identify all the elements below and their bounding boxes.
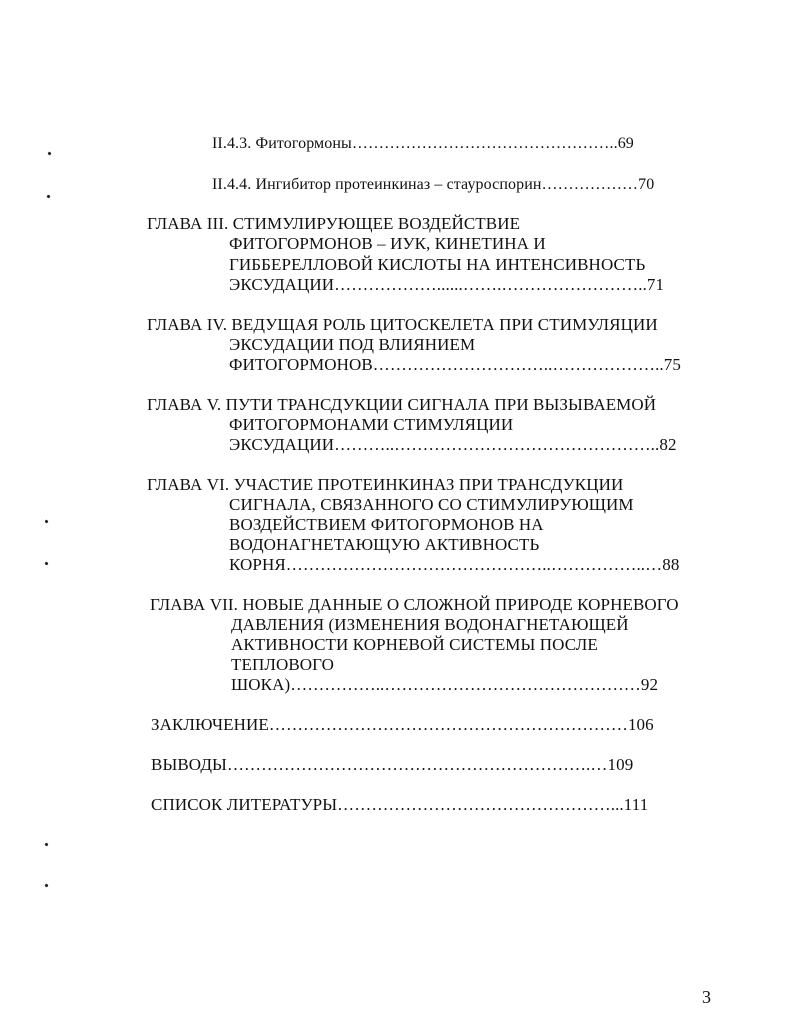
toc-chapter-4-line-2: ЭКСУДАЦИИ ПОД ВЛИЯНИЕМ bbox=[229, 335, 476, 354]
toc-chapter-5-line-1: ГЛАВА V. ПУТИ ТРАНСДУКЦИИ СИГНАЛА ПРИ ВЫЗЫВАЕМОЙ bbox=[147, 395, 657, 414]
toc-references: СПИСОК ЛИТЕРАТУРЫ…………………………………………...111 bbox=[151, 795, 649, 814]
toc-chapter-7-line-2: ДАВЛЕНИЯ (ИЗМЕНЕНИЯ ВОДОНАГНЕТАЮЩЕЙ bbox=[231, 615, 629, 634]
scan-speck bbox=[47, 151, 51, 155]
toc-findings: ВЫВОДЫ……………………………………………………….…109 bbox=[151, 755, 634, 774]
toc-chapter-3-line-1: ГЛАВА III. СТИМУЛИРУЮЩЕЕ ВОЗДЕЙСТВИЕ bbox=[147, 214, 521, 233]
scan-speck bbox=[44, 519, 48, 523]
page-number: 3 bbox=[702, 987, 711, 1007]
toc-entry-II-4-3: II.4.3. Фитогормоны…………………………………………..69 bbox=[212, 135, 634, 152]
toc-chapter-5-line-3: ЭКСУДАЦИИ………..………………………………………..82 bbox=[229, 435, 677, 454]
toc-chapter-4-line-1: ГЛАВА IV. ВЕДУЩАЯ РОЛЬ ЦИТОСКЕЛЕТА ПРИ СТИМУЛЯЦИИ bbox=[147, 315, 658, 334]
scan-speck bbox=[44, 842, 48, 846]
scan-speck bbox=[44, 561, 48, 565]
scan-speck bbox=[44, 883, 48, 887]
toc-conclusion: ЗАКЛЮЧЕНИЕ………………………………………………………106 bbox=[151, 715, 654, 734]
toc-chapter-6-line-5: КОРНЯ………………………………………..……………..…88 bbox=[229, 555, 680, 574]
toc-chapter-4-line-3: ФИТОГОРМОНОВ…………………………..………………..75 bbox=[229, 355, 681, 374]
toc-chapter-3-line-3: ГИББЕРЕЛЛОВОЙ КИСЛОТЫ НА ИНТЕНСИВНОСТЬ bbox=[229, 255, 646, 274]
toc-chapter-7-line-5: ШОКА)……………..………………………………………92 bbox=[231, 675, 659, 694]
toc-entry-II-4-4: II.4.4. Ингибитор протеинкиназ – стауроспорин………………70 bbox=[212, 176, 655, 193]
toc-chapter-6-line-1: ГЛАВА VI. УЧАСТИЕ ПРОТЕИНКИНАЗ ПРИ ТРАНСДУКЦИИ bbox=[147, 475, 624, 494]
toc-chapter-6-line-3: ВОЗДЕЙСТВИЕМ ФИТОГОРМОНОВ НА bbox=[229, 515, 544, 534]
toc-chapter-7-line-3: АКТИВНОСТИ КОРНЕВОЙ СИСТЕМЫ ПОСЛЕ bbox=[231, 635, 598, 654]
scan-speck bbox=[46, 194, 50, 198]
toc-chapter-6-line-4: ВОДОНАГНЕТАЮЩУЮ АКТИВНОСТЬ bbox=[229, 535, 540, 554]
toc-chapter-3-line-4: ЭКСУДАЦИИ………………......…….……………………..71 bbox=[229, 275, 665, 294]
toc-chapter-7-line-4: ТЕПЛОВОГО bbox=[231, 655, 335, 674]
toc-chapter-6-line-2: СИГНАЛА, СВЯЗАННОГО СО СТИМУЛИРУЮЩИМ bbox=[229, 495, 634, 514]
toc-chapter-7-line-1: ГЛАВА VII. НОВЫЕ ДАННЫЕ О СЛОЖНОЙ ПРИРОДЕ КОРНЕВОГО bbox=[150, 595, 679, 614]
toc-chapter-3-line-2: ФИТОГОРМОНОВ – ИУК, КИНЕТИНА И bbox=[229, 234, 546, 253]
toc-chapter-5-line-2: ФИТОГОРМОНАМИ СТИМУЛЯЦИИ bbox=[229, 415, 514, 434]
